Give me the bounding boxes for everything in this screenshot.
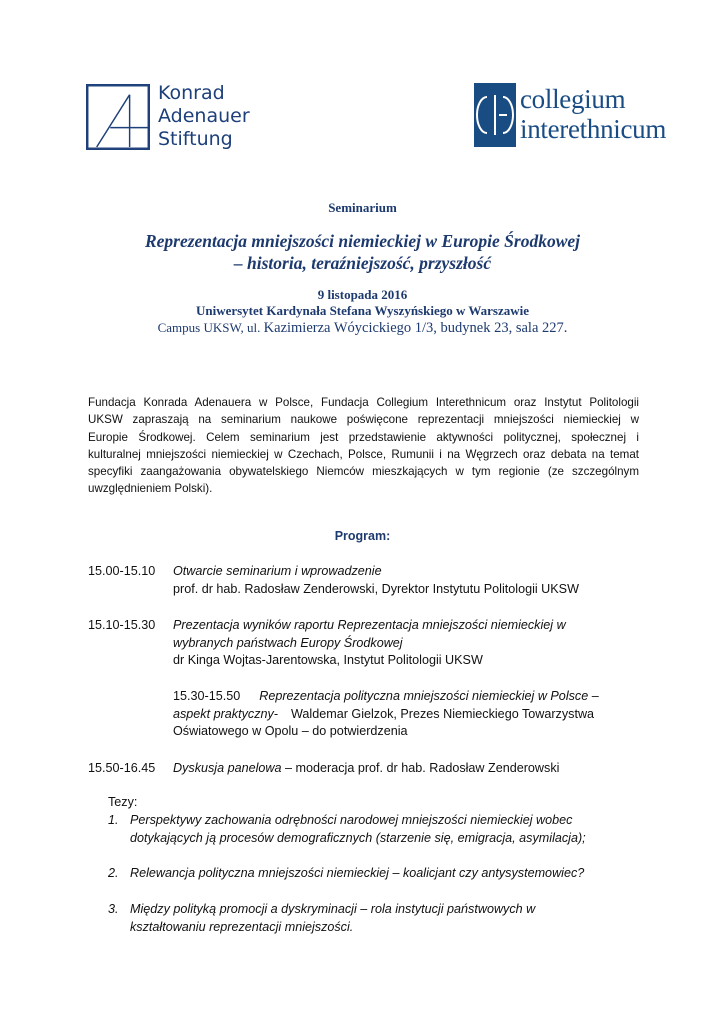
entry-title: aspekt praktyczny-: [173, 706, 278, 721]
entry-speaker: prof. dr hab. Radosław Zenderowski, Dyrektor Instytutu Politologii UKSW: [173, 581, 579, 596]
collegium-logo-line: collegium: [520, 84, 626, 114]
entry-title: Dyskusja panelowa: [173, 761, 282, 775]
thesis-number: 1.: [108, 813, 119, 827]
entry-title: wybranych państwach Europy Środkowej: [173, 635, 403, 650]
kas-logo-line: Stiftung: [158, 128, 233, 150]
intro-line: Fundacja Konrada Adenauera w Polsce, Fundacja Collegium Interethnicum oraz Instytut Politologii: [88, 396, 639, 409]
intro-line: uwzględnieniem Polski).: [88, 482, 213, 496]
kas-logo-text: [158, 82, 250, 151]
collegium-logo-text: [520, 84, 666, 144]
kas-logo-mark-icon: [86, 84, 150, 150]
entry-title: Otwarcie seminarium i wprowadzenie: [173, 564, 382, 578]
collegium-logo: [474, 83, 667, 149]
entry-moderator: – moderacja prof. dr hab. Radosław Zenderowski: [285, 761, 560, 775]
entry-time: 15.50-16.45: [88, 761, 156, 775]
intro-line: UKSW zapraszają na seminarium naukowe poświęcone reprezentacji mniejszości niemieckiej w: [88, 413, 639, 427]
kas-logo-line: Adenauer: [158, 105, 250, 127]
theses-label: Tezy:: [108, 795, 138, 809]
event-university: Uniwersytet Kardynała Stefana Wyszyńskiego w Warszawie: [195, 303, 530, 318]
entry-speaker: Waldemar Gielzok, Prezes Niemieckiego Towarzystwa: [291, 706, 595, 721]
thesis-line: kształtowaniu reprezentacji mniejszości.: [130, 919, 354, 934]
thesis-line: Między polityką promocji a dyskryminacji – rola instytucji państwowych w: [130, 902, 536, 916]
kas-logo: [86, 84, 261, 156]
seminar-subtitle-line: – historia, teraźniejszość, przyszłość: [233, 253, 492, 273]
thesis-line: dotykających ją procesów demograficznych (starzenie się, emigracja, asymilacja);: [130, 830, 586, 845]
entry-speaker: Oświatowego w Opolu – do potwierdzenia: [173, 724, 408, 738]
kas-logo-line: Konrad: [158, 82, 225, 104]
entry-line: [173, 706, 643, 724]
thesis-number: 3.: [108, 902, 119, 916]
thesis-line: Perspektywy zachowania odrębności narodowej mniejszości niemieckiej wobec: [130, 813, 573, 827]
event-date: 9 listopada 2016: [317, 287, 408, 302]
entry-time: 15.00-15.10: [88, 564, 156, 578]
seminar-title-line: Reprezentacja mniejszości niemieckiej w Europie Środkowej: [144, 231, 581, 251]
entry-line: [173, 688, 643, 706]
thesis-number: 2.: [108, 866, 119, 880]
address-prefix: Campus UKSW, ul.: [157, 320, 261, 335]
thesis-text: [130, 901, 630, 936]
event-address: [0, 320, 725, 337]
program-heading: Program:: [334, 529, 391, 543]
thesis-line: Relewancja polityczna mniejszości niemieckiej – koalicjant czy antysystemowiec?: [130, 866, 585, 880]
thesis-text: [130, 865, 630, 883]
seminar-title: [0, 230, 725, 274]
address-main: Kazimierza Wóycickiego 1/3, budynek 23, sala 227.: [263, 320, 568, 336]
intro-line: specyfiki zaangażowania obywatelskiego Niemców mieszkających w tym regionie (ze szczególnym: [88, 465, 639, 479]
program-entry: [173, 688, 643, 741]
entry-description: [173, 617, 643, 670]
seminar-label: Seminarium: [328, 200, 397, 215]
entry-description: [173, 760, 643, 778]
entry-title: Reprezentacja polityczna mniejszości niemieckiej w Polsce –: [259, 689, 599, 703]
intro-paragraph: [88, 394, 639, 498]
entry-time: 15.10-15.30: [88, 618, 156, 632]
entry-speaker: dr Kinga Wojtas-Jarentowska, Instytut Politologii UKSW: [173, 653, 483, 667]
collegium-logo-mark-icon: [474, 83, 516, 147]
intro-line: kulturalnej mniejszości niemieckiej w Czechach, Polsce, Rumunii i na Węgrzech oraz debata na temat: [88, 447, 639, 461]
entry-time: 15.30-15.50: [173, 689, 241, 703]
entry-title: Prezentacja wyników raportu Reprezentacja mniejszości niemieckiej w: [173, 618, 566, 632]
thesis-text: [130, 812, 630, 847]
entry-description: [173, 563, 643, 598]
collegium-logo-line: interethnicum: [520, 114, 667, 144]
intro-line: Europie Środkowej. Celem seminarium jest przedstawienie aktywności politycznej, społecznej i: [88, 430, 639, 444]
